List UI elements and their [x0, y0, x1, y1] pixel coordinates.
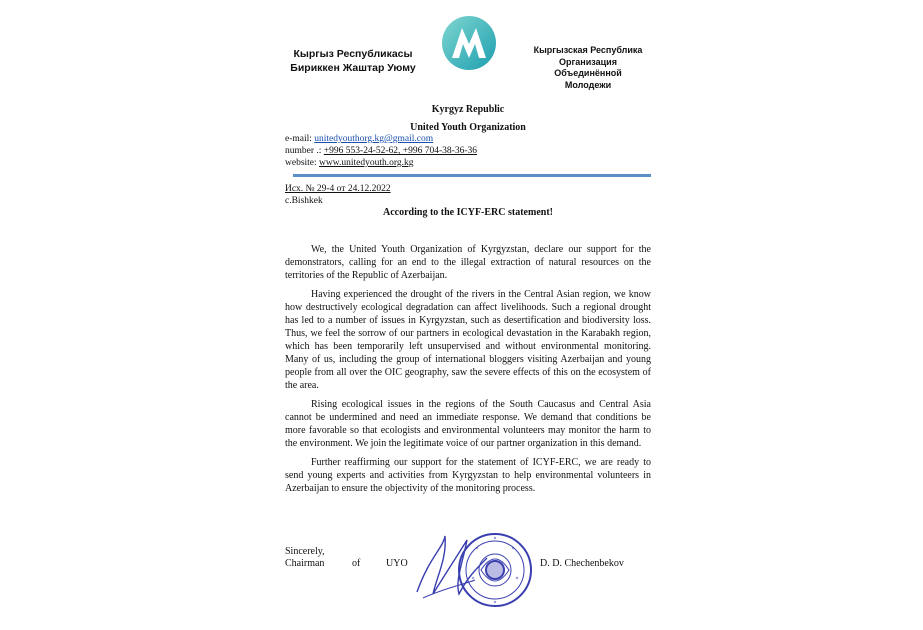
- email-label: e-mail:: [285, 134, 315, 144]
- header-right-line3: Объединённой Молодежи: [554, 68, 622, 90]
- number-label: number .:: [285, 146, 324, 156]
- header-right-line1: Кыргызская Республика: [533, 45, 643, 55]
- number-value[interactable]: +996 553-24-52-62, +996 704-38-36-36: [323, 146, 477, 156]
- uyo-logo-icon: [438, 14, 500, 72]
- paragraph-4: Further reaffirming our support for the statement of ICYF-ERC, we are ready to send young experts and activities from Kyrgyzstan to help environmental volunteers in Azerbaijan to ensure the objectivity of the monitoring process.: [285, 457, 651, 494]
- contact-number: [285, 145, 477, 157]
- email-link[interactable]: unitedyouthorg.kg@gmail.com: [314, 134, 434, 144]
- signatory-name: D. D. Chechenbekov: [540, 558, 624, 569]
- header-left-line2: Бириккен Жаштар Уюму: [290, 62, 416, 74]
- org-name: United Youth Organization: [410, 122, 526, 133]
- paragraph-1: We, the United Youth Organization of Kyrgyzstan, declare our support for the demonstrators, calling for an end to the illegal extraction of natural resources on the territories of the Republic of Azerbaijan.: [285, 244, 651, 281]
- website-link[interactable]: www.unitedyouth.org.kg: [319, 158, 414, 168]
- signature-title-3: UYO: [386, 558, 408, 569]
- city: c.Bishkek: [285, 196, 323, 206]
- paragraph-2: Having experienced the drought of the rivers in the Central Asian region, we know how destructively ecological degradation can affect livelihoods. Such a regional drought has led to a number of issues in Kyrgyzstan, such as desertification and biodiversity loss. Thus, we feel the sorrow of our partners in ecological devastation in the Karabakh region, which has been temporarily left unsupervised and without environmental monitoring. Many of us, including the group of international bloggers visiting Azerbaijan and young people from all over the OIC geography, saw the severe effects of this on the ecosystem of the area.: [285, 289, 651, 391]
- reference-number: Исх. № 29-4 от 24.12.2022: [285, 184, 391, 194]
- signature-title-2: of: [352, 558, 361, 569]
- header-right-line2: Организация: [559, 56, 617, 67]
- signature-title-1: Chairman: [285, 558, 325, 569]
- org-country: Kyrgyz Republic: [431, 104, 505, 115]
- website-label: website:: [285, 158, 320, 168]
- letter-body: [285, 243, 651, 501]
- contact-website: [285, 157, 414, 169]
- official-stamp-icon: [415, 528, 540, 610]
- header-divider: [293, 174, 651, 177]
- header-left-line1: Кыргыз Республикасы: [293, 48, 413, 60]
- paragraph-3: Rising ecological issues in the regions of the South Caucasus and Central Asia cannot be undermined and need an immediate response. We demand that conditions be more favorable so that ecologists and environmental volunteers may monitor the harm to the environment. We join the legitimate voice of our partner organization in this demand.: [285, 399, 651, 449]
- contact-email: [285, 133, 433, 145]
- header-left-kyrgyz: [288, 47, 418, 75]
- closing: Sincerely,: [285, 546, 325, 557]
- header-right-russian: [533, 45, 643, 91]
- letter-subject: According to the ICYF-ERC statement!: [383, 207, 553, 218]
